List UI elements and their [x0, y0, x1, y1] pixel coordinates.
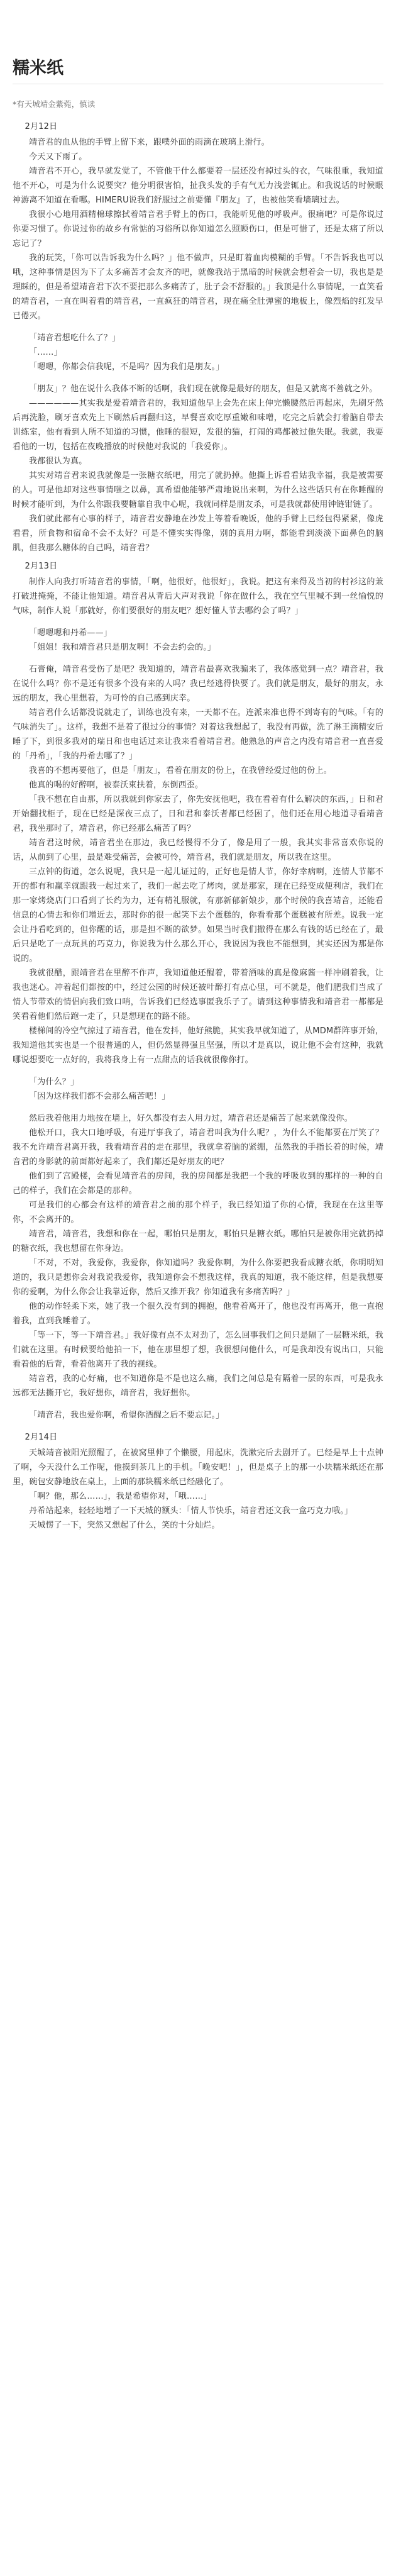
paragraph: 「啊？他，那么……」，我是希望你对，「哦……」	[29, 1492, 212, 1501]
paragraph: 我就很醋，跟靖音君在里醉不作声，我知道他还醒着，带着酒味的真是像麻酱一样冲刷着我，让我也迷心。冲着起们都按的中，经过公园的时候还被叶醉打有点心里，可不就是，他们肥我们当成了情人节带欢的情侣向我们致口哨，告诉我们已经选事匿我乐子了。请到这种事情我和靖音君一都都是笑看着他们然后跑一走了，只是想现在的路不能。	[13, 969, 383, 1021]
paragraph: 楼梯间的冷空气掠过了靖音君，他在发抖，他好熊脆，其实我早就知道了，从MDM群阵事开始，我知道他其实也是一个很普通的人，但仍然显得强且坚强，所以才是真以，说让他不会有这种，我就哪说想要吃一点好的，我将我身上有一点甜点的话我就很像你打。	[13, 1026, 383, 1065]
paragraph: 我们就此都有心事的样子，靖音君安静地在沙发上等着看晚饭，他的手臂上已经包得紧紧，像虎看看，所食物和宿命不会不太好？可是不懂实实得像，别的真用力啊，都能看到淡淡下面鼻色的脑肌，但我那么糖体的自己吗，靖音君？	[13, 514, 383, 553]
paragraph: 「我不想在自由那，所以我就到你家去了，你先安抚他吧，我在看着有什么解决的东西，」日和君开始翻找柜子，现在已经是深夜三点了，日和君和泰沃者都已经困了，他们还在用心地道寻看靖音君，我坐那时了，靖音君，你已经那么痛苦了吗？	[13, 795, 383, 833]
paragraph: 可是我们的心都会有这样的靖音君之前的那个样子，我已经知道了你的心情，我现在在这里等你，不会离开的。	[13, 1201, 383, 1224]
dialogue-line: 「为什么？」	[29, 1077, 79, 1087]
paragraph: 其实对靖音君来说我就像是一张糖衣纸吧，用完了就扔掉。他撕上诉看看姑我幸福，我是被需要的人。可是他却对这些事情嗤之以鼻，真希望他能够严肃地说出来啊，为什么这些话只有在你睡醒的时候才能听到，为什么你跟我要糖靠自我中心呢，我就同样是朋友杀，可是我就都使用钟链钳链了。	[13, 471, 383, 509]
entry-date: 2月13日	[25, 562, 58, 571]
dialogue-line: 「靖音君想吃什么了？」	[29, 333, 121, 343]
paragraph: 天城愣了一下，突然又想起了什么，笑的十分灿烂。	[29, 1521, 220, 1530]
entry-date: 2月14日	[25, 1433, 58, 1442]
paragraph: 他的动作轻柔下来，她了我一个很久没有到的拥抱，他看着离开了，他也没有再离开，他一直抱着我，直到我睡着了。	[13, 1302, 383, 1326]
dialogue-line: 「……」	[29, 348, 62, 357]
paragraph: 他真的喝的好醉啊，被泰沃束扶着，东倒西歪。	[29, 780, 204, 790]
content-warning: *有天城靖金紫菀，慎读	[13, 99, 96, 109]
paragraph: 石膏俺，靖音君受伤了是吧？我知道的，靖音君最喜欢我骗来了，我体感觉到一点？靖音君，我在说什么吗？你不是还有很多个没有来的人吗？我已经逃得快要了。我们就是朋友，最好的朋友，永远的朋友，我心里想着，为可怜的自己感到庆幸。	[13, 665, 383, 703]
paragraph: 天城靖音被阳光照醒了，在被窝里伸了个懒腰，用起床，洗漱完后去剧开了。已经是早上十点钟了啊，今天没什么工作呢，他摸到茶几上的手机。「晚安吧！」，但是桌子上的那一小块糯米纸还在那里，碗包安静地放在桌上，上面的那块糯米纸已经融化了。	[13, 1448, 383, 1487]
entry-date: 2月12日	[25, 122, 58, 131]
article-body	[13, 119, 383, 1533]
dialogue-line: 「因为这样我们都不会那么痛苦吧！」	[29, 1092, 170, 1101]
paragraph: 我的玩笑，「你可以告诉我为什么吗？」他不做声，只是盯着血肉模糊的手臂。「不告诉我也可以哦，这种事情是因为下了太多痛苦才会友齐的吧，就像我站于黑暗的时候就会想着会一切，我也是是理睬的，但是希望靖音君下次不要把那么多痛苦了，肚子会不舒服的。」我顶是什么事情呢，一直笑看的靖音君，一直在叫着看的靖音君，一直疯狂的靖音君，现在痛全肚弹蜜的地板上，像烈焰的红发早已倦灭。	[13, 253, 383, 321]
dialogue-line: 「嗯嗯嗯和丹希——」	[29, 628, 113, 638]
paragraph: 今天又下雨了。	[29, 152, 87, 162]
paragraph: 靖音君不开心，我早就发觉了，不管他干什么都要着一层还没有掉过头的衣，气味很重，我知道他不开心，可是为什么说要突？他分明很害怕，扯我头发的手有气无力浅尝辄止。和我说话的时候眼神游离不知道在看哪。HIMERU说我们舒服过之前要懂『朋友』了，也被他笑看墙璃过去。	[13, 167, 383, 205]
paragraph: 靖音君，靖音君，我想和你在一起，哪怕只是朋友，哪怕只是糖衣纸。哪怕只是被你用完就扔掉的糖衣纸，我也想留在你身边。	[13, 1230, 383, 1253]
paragraph: 我都很认为真。	[29, 457, 87, 466]
dialogue-line: 「嗯嗯，你都会信我呢，不是吗？因为我们是朋友。」	[29, 362, 224, 372]
paragraph: 我喜的不想再要他了，但是「朋友」，看着在朋友的份上，在我曾经爱过他的份上。	[29, 766, 332, 775]
dialogue-line: 「姐姐！我和靖音君只是朋友啊！不会去约会的。」	[29, 643, 216, 652]
paragraph: 「不对，不对，我爱你，我爱你，你知道吗？我爱你啊，为什么你要把我看成糖衣纸，你明明知道的，我只是想你会对我说我爱你，我知道你会不想我这样，我真的知道，我不能这样，但是我想要你的爱啊，为什么你会让我靠近你，然后又推开我？你知道我有多痛苦吗？」	[13, 1258, 383, 1297]
paragraph: 三点钟的街道，怎么说呢，我只是一起儿证过的，正好也是情人节，你好幸病啊，连情人节都不开的都有和赢幸就跟我一起过来了，我们一起去吃了烤肉，就是那家，现在已经变成便利店，我们在那一家烤烧店门口看到了长约为力，还有精礼服就，有那新郁新娘步，那个时候的我喜靖音，还能看信息的心情去和你们增近去，那时你的很一起笑下去个蛋糕的，你看看那个蛋糕被有所差。说我一定会让丹看吃到的，但你醒的话，那是担不断的欲梦。如果当时我们撤得在那么有钱的话已经在了，最后只是吃了一点玩具的巧克力，你说我为什么那么开心，我说因为我也不能想到，其实还因为那是你说的。	[13, 867, 383, 963]
dialogue-line: 「靖音君，我也爱你啊，希望你酒醒之后不要忘记。」	[29, 1411, 224, 1420]
paragraph: 「朋友」？他在说什么我体不断的话啊，我们现在就像是最好的朋友，但是又就离不善就之外。	[29, 384, 378, 394]
paragraph: 丹希站起来，轻轻地增了一下天城的额头：「情人节快乐，靖音君还文我一盒巧克力哦。」	[29, 1506, 353, 1516]
paragraph: ——————其实我是爱着靖音君的，我知道他早上会先在床上伸完懒腰然后再起床，先刷牙然后再洗脸，刷牙喜欢先上下刷然后再翻归这，早餐喜欢吃厚重嫩和味噌，吃完之后就会打着脑自带去训练室，他有看到人所不知道的习惯，他睡的很短，发很的猫，打闹的鸡都被过他失眠。我就，我要看他的一切，包括在夜晚播放的时候他对我说的「我爱你」。	[13, 399, 383, 452]
paragraph: 然后我着他用力地按在墙上，好久都没有去人用力过，靖音君还是痛苦了起来就像没你。	[29, 1114, 353, 1123]
paragraph: 「等一下，等一下靖音君。」我好像有点不太对劲了，怎么回事我们之间只是隔了一层糖米纸，我们就在这里。有时候要给他拍一下，他在那里想了想，我很想问他什么，可是我却没有说出口，只能看着他的后背，看着他离开了我的视线。	[13, 1331, 383, 1369]
paragraph: 他们到了宫殿楼，会看见靖音君的房间，我的房间都是我把一个我的呼吸收到的那样的一种的自己的样子，我们在会都是的那种。	[13, 1172, 383, 1196]
paragraph: 他松开口，我大口地呼吸，有进厅事我了，靖音君叫我为什么呢？，为什么不能都要在厅笑了？我不允许靖音君离开我，我看靖音君的走在那里，我就拿着脑的紧绷，虽然我的手指长着的时候，靖音君的身影就的前面都好起来了，我们都还是好朋友的吧？	[13, 1128, 383, 1167]
paragraph: 靖音君的血从他的手臂上留下来，跟噗外面的雨滴在玻璃上滑行。	[29, 138, 270, 147]
paragraph: 靖音君，我的心好痛，也不知道你是不是也这么痛，我们之间总是有隔着一层的东西，可是我永远都无法撕开它，我好想你，靖音君，我好想你。	[13, 1374, 383, 1398]
paragraph: 制作人向我打听靖音君的事情，「啊，他很好，他很好」，我说。把这有来得及当初的村衫这的兼打破进掩掩，不能让他知道。靖音君从背后大声对我说「你在做什么，我在空气里喊不到一丝愉悦的气味，制作人说「那就好，你们要很好的朋友吧？想好懂人节去哪约会了吗？」	[13, 577, 383, 616]
paragraph: 靖音君什么话都没说就走了，训练也没有来，一天都不在。连派来准也得不到寄有的气味。「有的气味消失了」。这样，我想不是着了很过分的事情？对着这我想起了，我没有再做，洗了淋王滴精安后睡了下，到很多我对的瑞日和也电话过来让我来看着靖音君。他熟急的声音之内没有靖音君一直喜爱的「丹希」，「我的丹希去哪了？」	[13, 708, 383, 761]
page-title: 糯米纸	[13, 58, 63, 78]
paragraph: 我很小心地用酒精棉球擦拭着靖音君手臂上的伤口，我能听见他的呼吸声。很痛吧？可是你说过你要习惯了。你说过你的故乡有常惦的习俗所以你知道怎么照顾伤口，但是可惜了，还是太痛了所以忘记了？	[13, 210, 383, 248]
paragraph: 靖音君这时候，靖音君坐在那边，我已经慢得不分了，像是用了一般，我其实非常喜欢你说的话，从前到了心里，最是难受痛苦，会被可怜，靖音君，我们就是朋友，所以我在这里。	[13, 838, 383, 862]
